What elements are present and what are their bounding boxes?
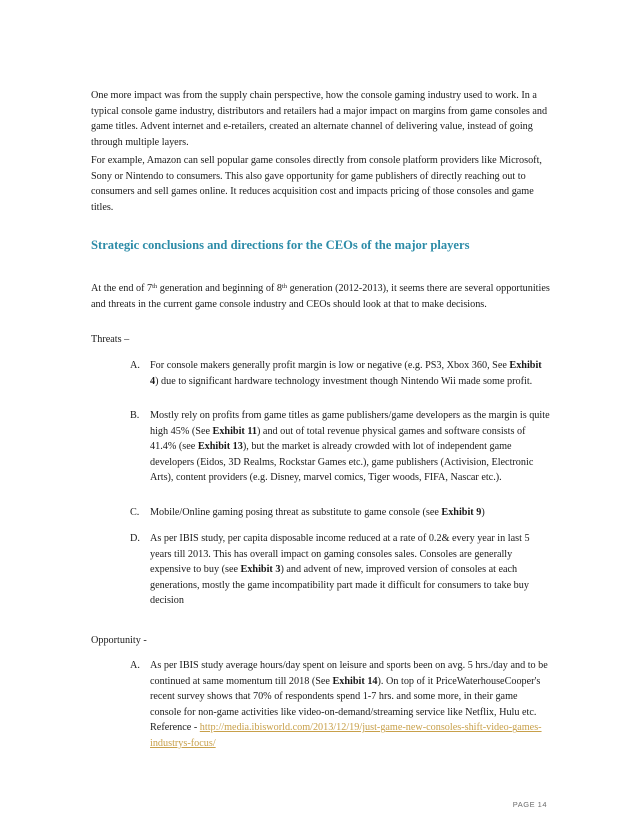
item-text: For console makers generally profit margin is low or negative (e.g. PS3, Xbox 360, See Exhibit 4) due to significant hardware technology investment though Nintendo Wii made some profit.	[150, 360, 542, 387]
item-text: As per IBIS study, per capita disposable income reduced at a rate of 0.2& every year in last 5 years till 2013. This has overall impact on gaming consoles sales. Consoles are generally expensive to buy (see Exhibit 3) and advent of new, improved version of consoles at each generations, mostly the game incompatibility part made it difficult for consumers to take buy decision	[150, 533, 530, 607]
item-text: Mobile/Online gaming posing threat as substitute to game console (see Exhibit 9)	[150, 507, 485, 518]
item-letter: A.	[130, 660, 140, 671]
item-letter: B.	[130, 410, 140, 421]
page-number: PAGE 14	[512, 800, 547, 809]
paragraph-amazon-example: For example, Amazon can sell popular game consoles directly from console platform providers like Microsoft, Sony or Nintendo to consumers. This also gave opportunity for game publishers of directly reaching out to consumers and sell games online. It reduces acquisition cost and impacts pricing of those consoles and game titles.	[91, 155, 542, 213]
item-text: As per IBIS study average hours/day spent on leisure and sports been on avg. 5 hrs./day and to be continued at same momentum till 2018 (See Exhibit 14). On top of it PriceWaterhouseCooper's recent survey shows that 70% of respondents spend 1-7 hrs. and some more, in their game console for non-game activities like video-on-demand/streaming service like Netflix, Hulu etc. Reference - http://media.ibisworld.com/2013/12/19/just-game-new-consoles-shift-video-games-industrys-focus/	[150, 660, 548, 749]
reference-link[interactable]: http://media.ibisworld.com/2013/12/19/just-game-new-consoles-shift-video-games-industrys-focus/	[150, 722, 542, 749]
item-text: Mostly rely on profits from game titles as game publishers/game developers as the margin is quite high 45% (See Exhibit 11) and out of total revenue physical games and software consists of 41.4% (see Exhibit 13), but the market is already crowded with lot of independent game developers (Eidos, 3D Realms, Rockstar Games etc.), game publishers (Activision, Electronic Arts), content providers (e.g. Disney, marvel comics, Tiger woods, FIFA, Nascar etc.).	[150, 410, 550, 484]
paragraph-supply-chain: One more impact was from the supply chain perspective, how the console gaming industry used to work. In a typical console game industry, distributors and retailers had a major impact on margins from game consoles and game titles. Advent internet and e-retailers, created an alternate channel of delivering value, instead of going through multiple layers.	[91, 90, 548, 148]
paragraph-intro: At the end of 7th generation and beginning of 8th generation (2012-2013), it seems there are several opportunities and threats in the current game console industry and CEOs should look at that to make decisions.	[91, 283, 550, 310]
item-letter: D.	[130, 533, 140, 544]
item-letter: A.	[130, 360, 140, 371]
threats-label: Threats –	[91, 334, 130, 345]
item-letter: C.	[130, 507, 140, 518]
section-heading: Strategic conclusions and directions for the CEOs of the major players	[91, 238, 470, 252]
opportunity-label: Opportunity -	[91, 635, 147, 646]
